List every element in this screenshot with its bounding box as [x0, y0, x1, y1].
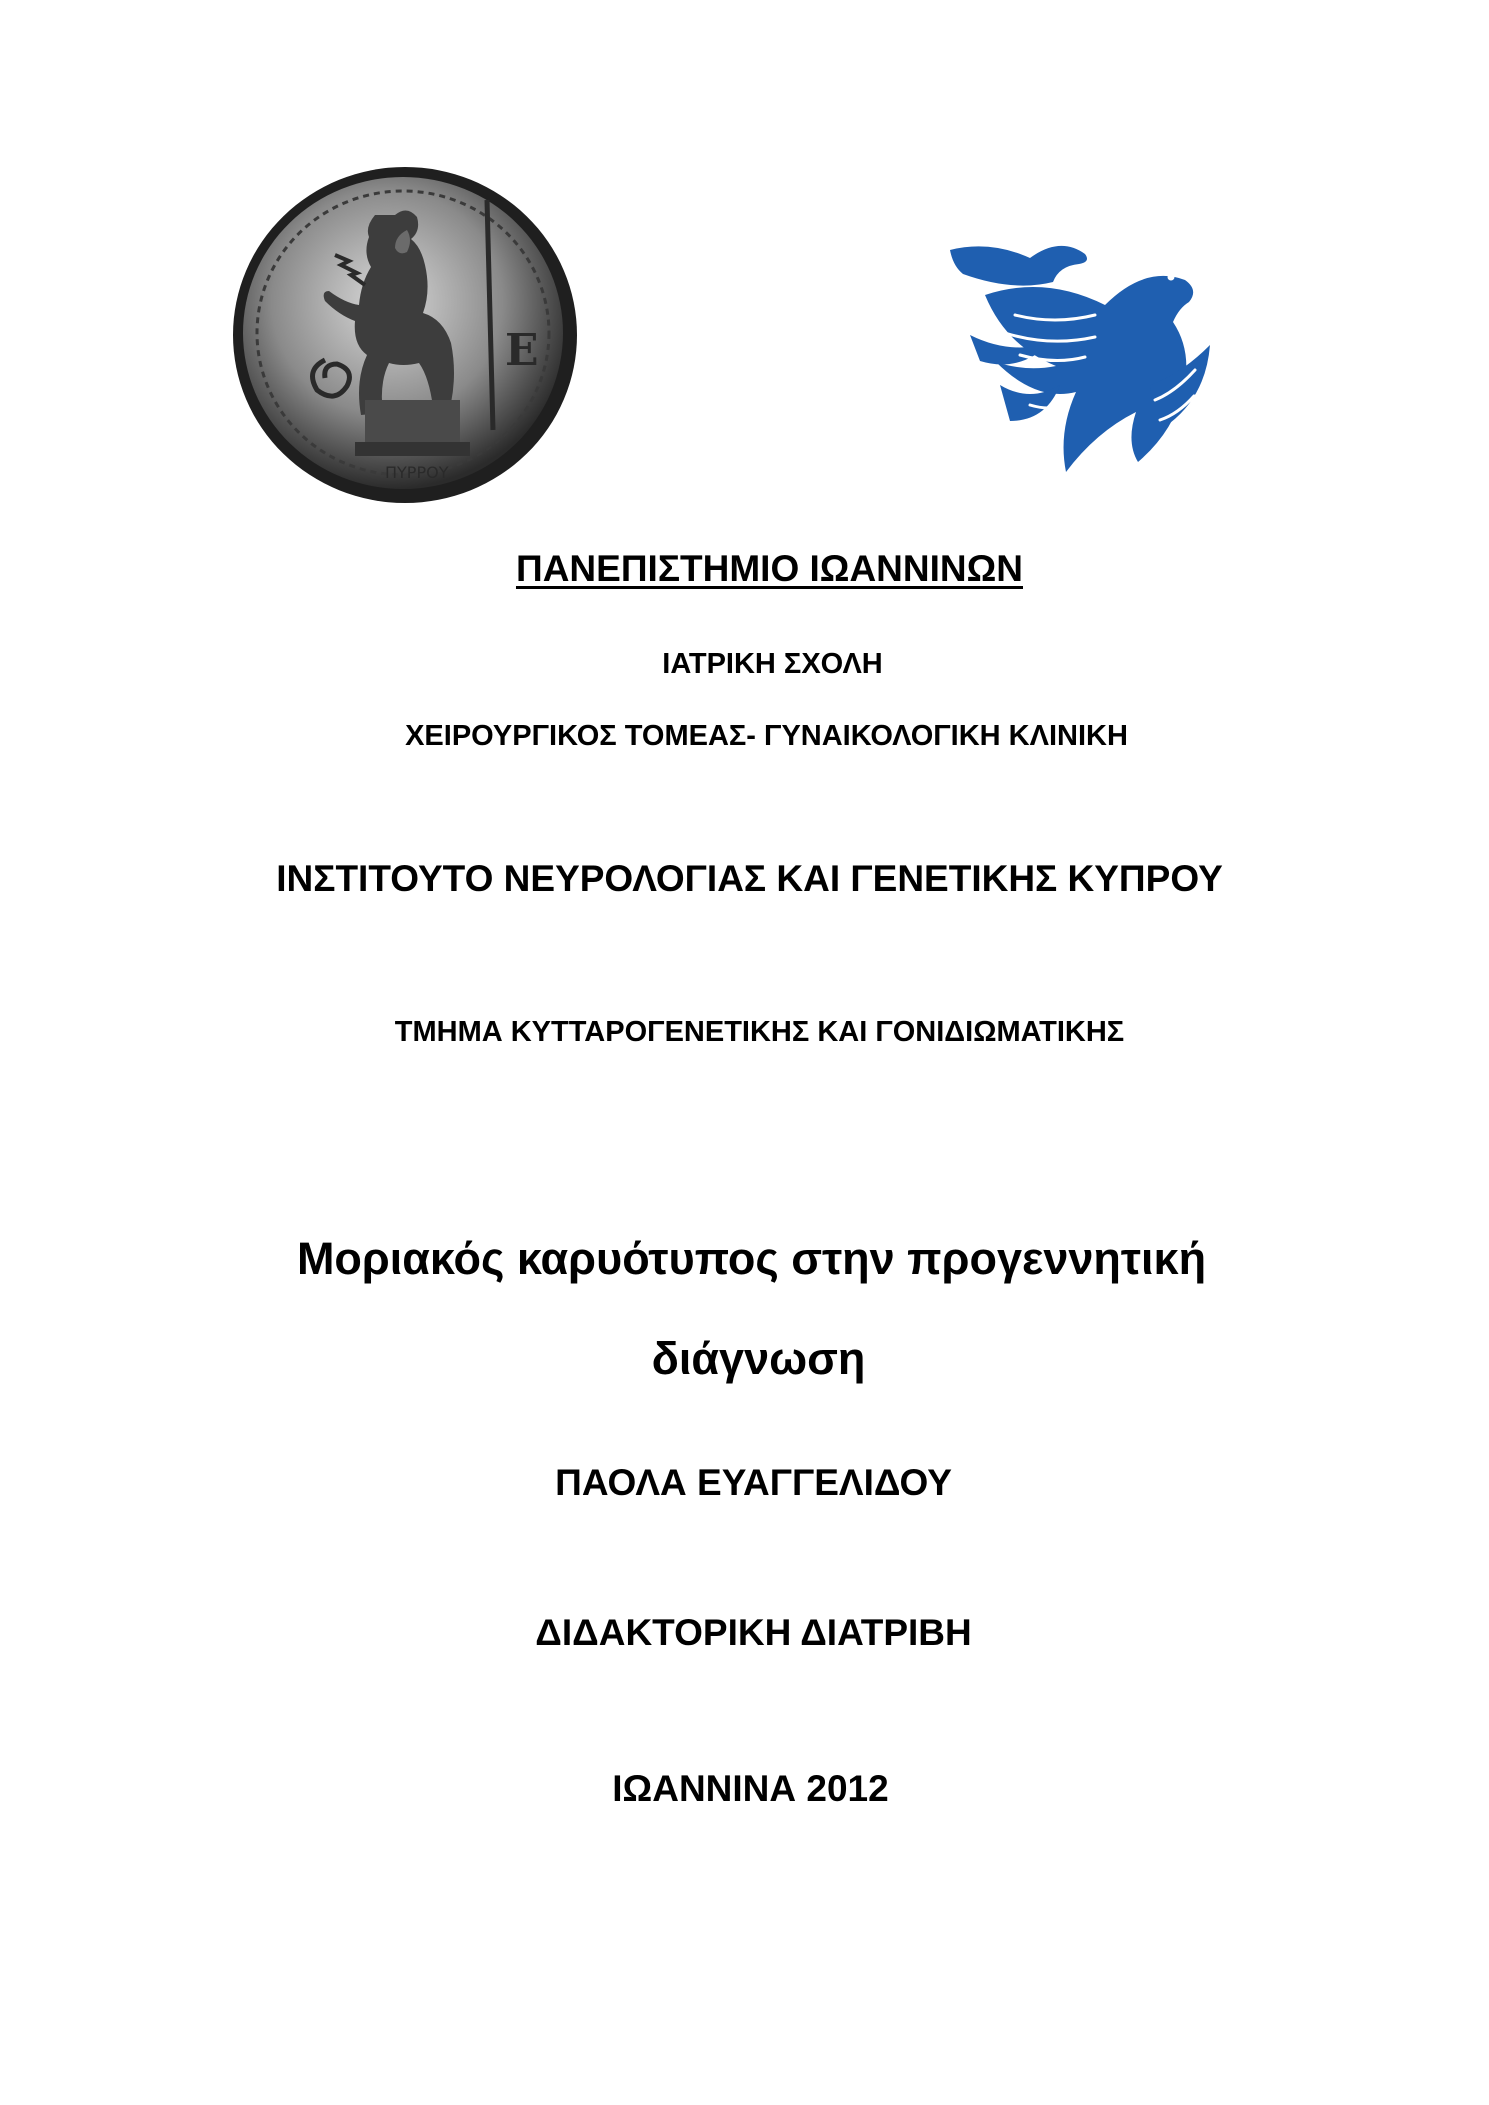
institute-name: ΙΝΣΤΙΤΟΥΤΟ ΝΕΥΡΟΛΟΓΙΑΣ ΚΑΙ ΓΕΝΕΤΙΚΗΣ ΚΥΠΡΟΥ: [276, 858, 1223, 899]
university-name: ΠΑΝΕΠΙΣΤΗΜΙΟ ΙΩΑΝΝΙΝΩΝ: [515, 548, 1023, 589]
blue-doves-icon: [945, 215, 1245, 515]
thesis-title-line1: Μοριακός καρυότυπος στην προγεννητική: [296, 1233, 1207, 1284]
svg-text:ΠΥΡΡΟΥ: ΠΥΡΡΟΥ: [385, 463, 449, 482]
author-name: ΠΑΟΛΑ ΕΥΑΓΓΕΛΙΔΟΥ: [555, 1462, 952, 1503]
document-type: ΔΙΔΑΚΤΟΡΙΚΗ ΔΙΑΤΡΙΒΗ: [535, 1612, 972, 1653]
sector-name: ΧΕΙΡΟΥΡΓΙΚΟΣ ΤΟΜΕΑΣ- ΓΥΝΑΙΚΟΛΟΓΙΚΗ ΚΛΙΝΙΚΗ: [405, 720, 1128, 752]
svg-text:Ε: Ε: [505, 325, 539, 376]
thesis-title-line2: διάγνωση: [651, 1333, 866, 1384]
department-name: ΤΜΗΜΑ ΚΥΤΤΑΡΟΓΕΝΕΤΙΚΗΣ ΚΑΙ ΓΟΝΙΔΙΩΜΑΤΙΚΗΣ: [394, 1016, 1125, 1048]
school-name: ΙΑΤΡΙΚΗ ΣΧΟΛΗ: [662, 648, 883, 680]
place-and-year: ΙΩΑΝΝΙΝΑ 2012: [612, 1768, 889, 1809]
ancient-coin-zeus-icon: [225, 160, 585, 510]
